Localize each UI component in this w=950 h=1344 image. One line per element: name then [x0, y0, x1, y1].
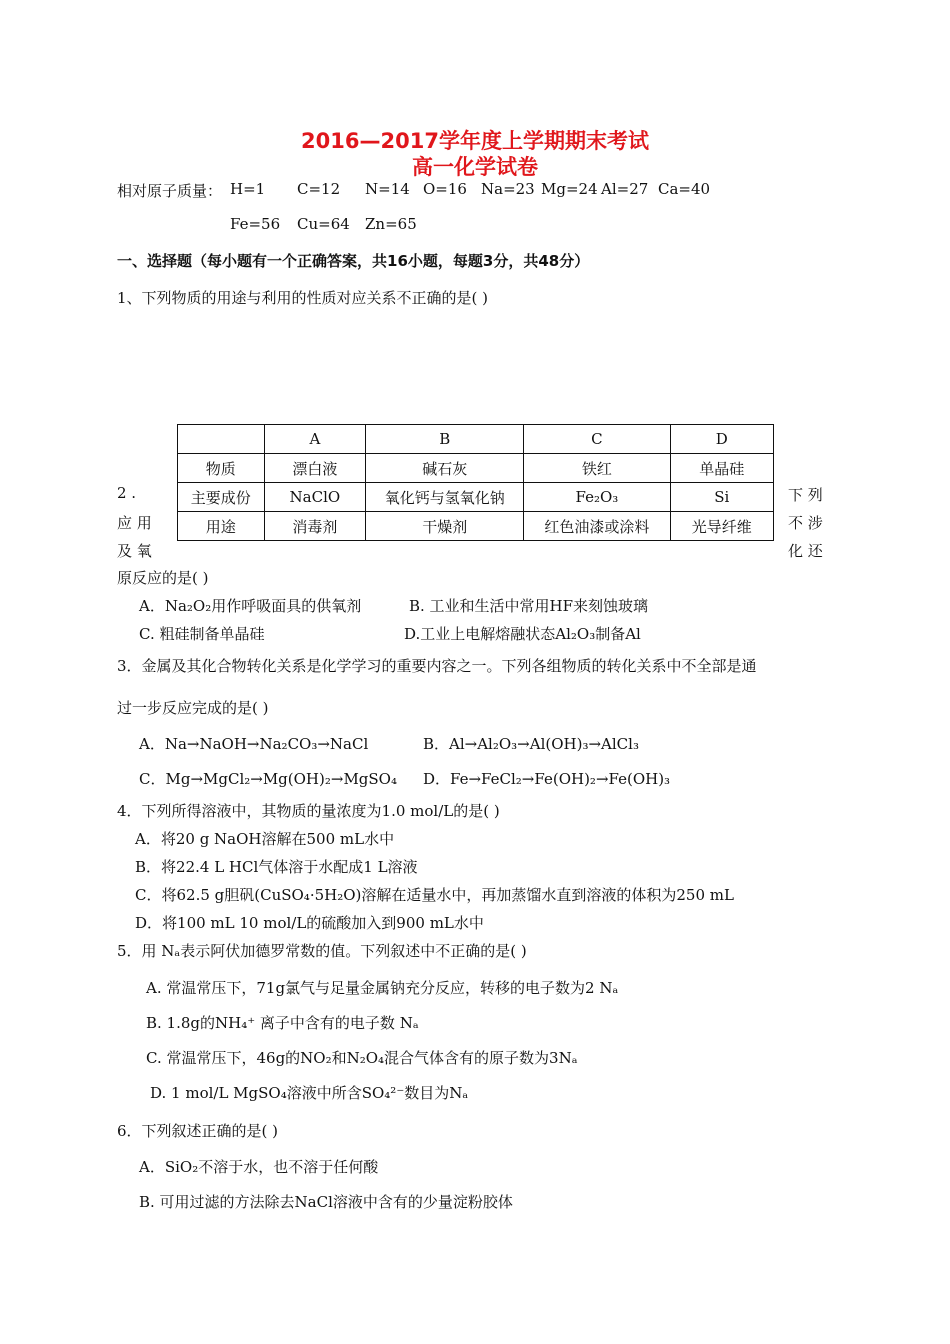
table-cell: NaClO	[264, 483, 366, 512]
atomic-mass-item: Cu=64	[297, 215, 350, 233]
table-cell: A	[264, 425, 366, 454]
question-2-left-text: 2 .	[117, 484, 137, 502]
question-5-option-a: A. 常温常压下，71g氯气与足量金属钠充分反应，转移的电子数为2 Nₐ	[146, 979, 619, 997]
table-cell: 红色油漆或涂料	[524, 512, 670, 541]
exam-subtitle: 高一化学试卷	[412, 155, 538, 179]
question-2-left-text: 及 氧	[117, 542, 152, 560]
table-cell: 碱石灰	[366, 454, 524, 483]
question-3-option-a: A．Na→NaOH→Na₂CO₃→NaCl	[139, 735, 369, 753]
question-2-right-text: 不 涉	[788, 514, 823, 532]
table-cell: 用途	[178, 512, 265, 541]
question-3-stem: 3．金属及其化合物转化关系是化学学习的重要内容之一。下列各组物质的转化关系中不全部是通	[117, 657, 757, 675]
question-4-option-c: C．将62.5 g胆矾(CuSO₄·5H₂O)溶解在适量水中，再加蒸馏水直到溶液的体积为250 mL	[135, 886, 734, 904]
table-cell	[178, 425, 265, 454]
question-5-stem: 5．用 Nₐ表示阿伏加德罗常数的值。下列叙述中不正确的是( )	[117, 942, 527, 960]
section-heading: 一、选择题（每小题有一个正确答案，共16小题，每题3分，共48分）	[117, 252, 590, 270]
question-2-option-d: D.工业上电解熔融状态Al₂O₃制备Al	[404, 625, 641, 643]
table-cell: Si	[670, 483, 773, 512]
question-2-left-text: 应 用	[117, 514, 152, 532]
question-4-option-d: D．将100 mL 10 mol/L的硫酸加入到900 mL水中	[135, 914, 484, 932]
question-6-option-b: B. 可用过滤的方法除去NaCl溶液中含有的少量淀粉胶体	[139, 1193, 513, 1211]
table-cell: 主要成份	[178, 483, 265, 512]
question-3-stem: 过一步反应完成的是( )	[117, 699, 269, 717]
table-row	[178, 454, 774, 483]
question-5-option-c: C. 常温常压下，46g的NO₂和N₂O₄混合气体含有的原子数为3Nₐ	[146, 1049, 578, 1067]
table-row	[178, 483, 774, 512]
table-cell: 消毒剂	[264, 512, 366, 541]
question-5-option-d: D. 1 mol/L MgSO₄溶液中所含SO₄²⁻数目为Nₐ	[150, 1084, 469, 1102]
atomic-mass-item: N=14	[365, 180, 410, 198]
atomic-mass-item: Fe=56	[230, 215, 281, 233]
atomic-mass-item: Mg=24	[541, 180, 598, 198]
question-4-stem: 4．下列所得溶液中，其物质的量浓度为1.0 mol/L的是( )	[117, 802, 500, 820]
table-cell: D	[670, 425, 773, 454]
question-3-option-b: B．Al→Al₂O₃→Al(OH)₃→AlCl₃	[423, 735, 639, 753]
table-cell: 物质	[178, 454, 265, 483]
question-3-option-d: D．Fe→FeCl₂→Fe(OH)₂→Fe(OH)₃	[423, 770, 671, 788]
table-cell: Fe₂O₃	[524, 483, 670, 512]
question-2-option-b: B. 工业和生活中常用HF来刻蚀玻璃	[409, 597, 649, 615]
atomic-mass-item: O=16	[423, 180, 467, 198]
question-6-stem: 6．下列叙述正确的是( )	[117, 1122, 279, 1140]
table-row	[178, 425, 774, 454]
atomic-mass-item: Al=27	[601, 180, 649, 198]
question-2-right-text: 下 列	[788, 486, 823, 504]
atomic-mass-label: 相对原子质量：	[117, 182, 223, 200]
question-6-option-a: A．SiO₂不溶于水，也不溶于任何酸	[139, 1158, 379, 1176]
atomic-mass-item: C=12	[297, 180, 341, 198]
table-cell: 氧化钙与氢氧化钠	[366, 483, 524, 512]
atomic-mass-item: H=1	[230, 180, 266, 198]
question-2-stem-end: 原反应的是( )	[117, 569, 209, 587]
question-1-stem: 1、下列物质的用途与利用的性质对应关系不正确的是( )	[117, 289, 489, 307]
question-4-option-a: A．将20 g NaOH溶解在500 mL水中	[135, 830, 395, 848]
atomic-mass-item: Na=23	[481, 180, 535, 198]
question-3-option-c: C．Mg→MgCl₂→Mg(OH)₂→MgSO₄	[139, 770, 397, 788]
question-2-right-text: 化 还	[788, 542, 823, 560]
table-cell: 漂白液	[264, 454, 366, 483]
table-cell: 铁红	[524, 454, 670, 483]
question-2-option-a: A．Na₂O₂用作呼吸面具的供氧剂	[139, 597, 362, 615]
table-cell: B	[366, 425, 524, 454]
exam-title: 2016—2017学年度上学期期末考试	[301, 129, 649, 153]
question-1-table	[177, 424, 774, 541]
table-cell: C	[524, 425, 670, 454]
table-cell: 单晶硅	[670, 454, 773, 483]
table-cell: 光导纤维	[670, 512, 773, 541]
question-5-option-b: B. 1.8g的NH₄⁺ 离子中含有的电子数 Nₐ	[146, 1014, 419, 1032]
question-4-option-b: B．将22.4 L HCl气体溶于水配成1 L溶液	[135, 858, 418, 876]
table-cell: 干燥剂	[366, 512, 524, 541]
question-2-option-c: C. 粗硅制备单晶硅	[139, 625, 265, 643]
atomic-mass-item: Ca=40	[658, 180, 711, 198]
atomic-mass-item: Zn=65	[365, 215, 417, 233]
table-row	[178, 512, 774, 541]
